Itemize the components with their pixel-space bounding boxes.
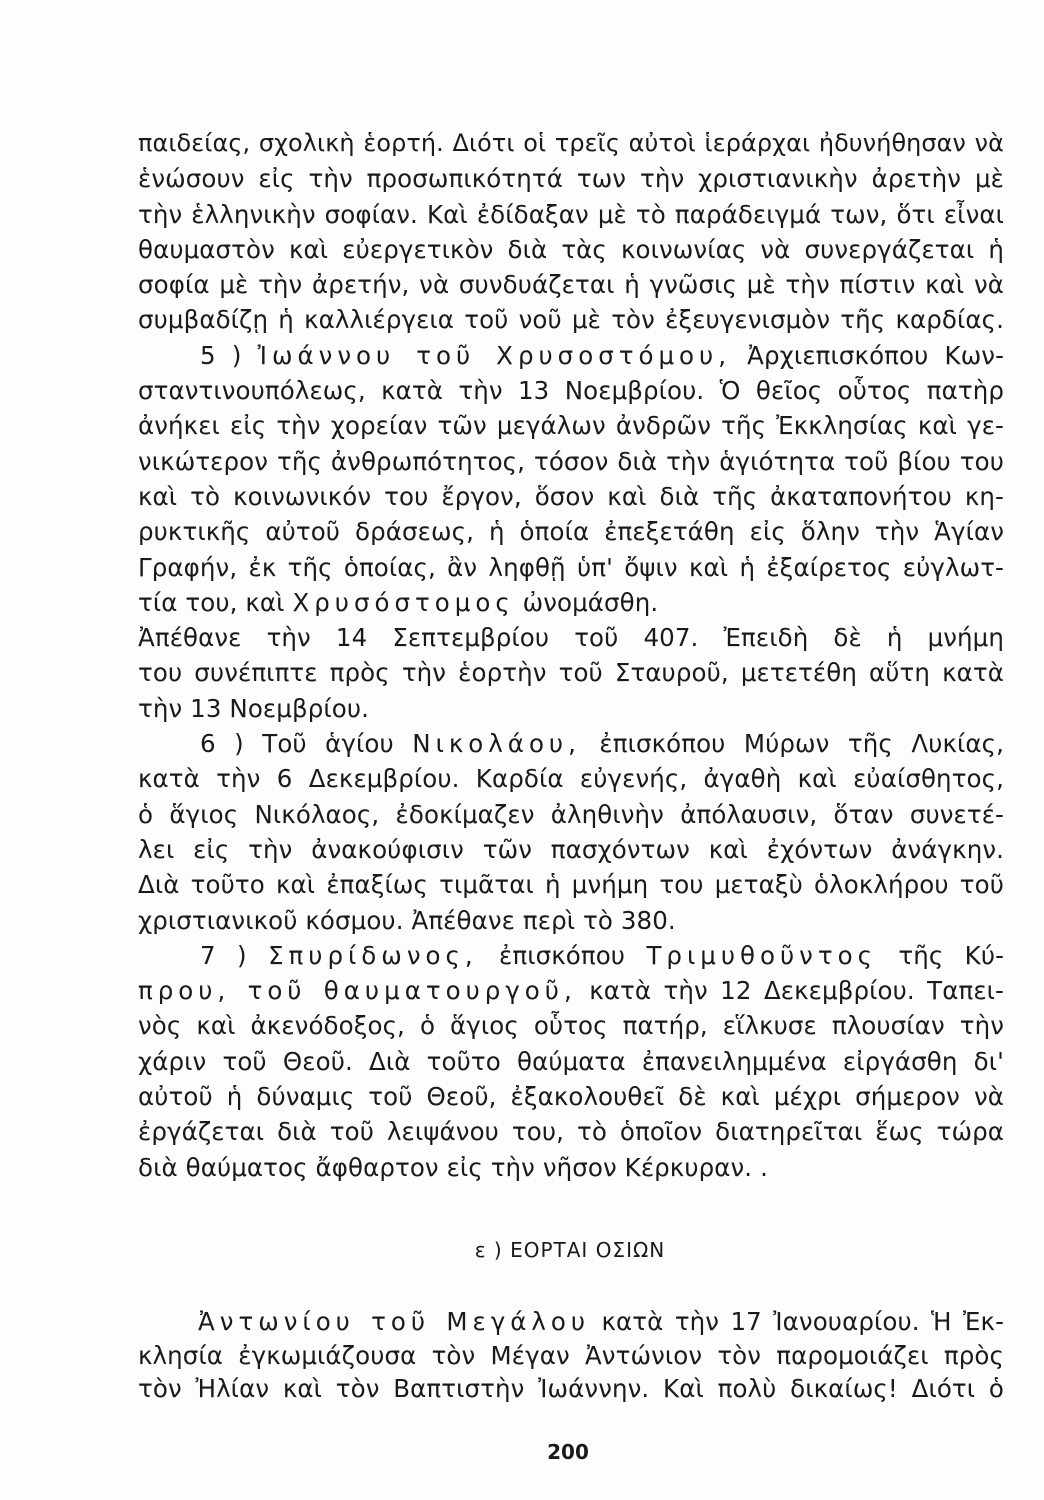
text-segment: κατὰ τὴν 12 Δεκεμβρίου. Ταπει- bbox=[589, 976, 1004, 1006]
item-number: 6 ) bbox=[200, 729, 244, 759]
text-line: ἐργάζεται διὰ τοῦ λειψάνου του, τὸ ὁποῖον διατηρεῖται ἕως τώρα bbox=[138, 1117, 1004, 1147]
saint-name: Νικολάου, bbox=[412, 729, 581, 759]
text-line: λει εἰς τὴν ἀνακούφισιν τῶν πασχόντων καὶ ἐχόντων ἀνάγκην. bbox=[138, 834, 1004, 864]
text-line: Ἀπέθανε τὴν 14 Σεπτεμβρίου τοῦ 407. Ἐπειδὴ δὲ ἡ μνήμη bbox=[138, 623, 1004, 653]
text-line: του συνέπιπτε πρὸς τὴν ἑορτὴν τοῦ Σταυροῦ, μετετέθη αὕτη κατὰ bbox=[138, 658, 1004, 688]
text-line: τὴν ἑλληνικὴν σοφίαν. Καὶ ἐδίδαξαν μὲ τὸ παράδειγμά των, ὅτι εἶναι bbox=[138, 199, 1004, 229]
text-segment: ὠνομάσθη. bbox=[522, 587, 659, 617]
text-segment: Τοῦ ἁγίου bbox=[262, 729, 394, 759]
text-line: ἀνήκει εἰς τὴν χορείαν τῶν μεγάλων ἀνδρῶν τῆς Ἐκκλησίας καὶ γε- bbox=[138, 411, 1004, 441]
text-line: αὐτοῦ ἡ δύναμις τοῦ Θεοῦ, ἐξακολουθεῖ δὲ καὶ μέχρι σήμερον νὰ bbox=[138, 1082, 1004, 1112]
text-line: ἑνώσουν εἰς τὴν προσωπικότητά των τὴν χριστιανικὴν ἀρετὴν μὲ bbox=[138, 164, 1004, 194]
text-line: παιδείας, σχολικὴ ἑορτή. Διότι οἱ τρεῖς αὐτοὶ ἱεράρχαι ἠδυνήθησαν νὰ bbox=[138, 129, 1004, 157]
text-line: κλησία ἐγκωμιάζουσα τὸν Μέγαν Ἀντώνιον τὸν παρομοιάζει πρὸς bbox=[138, 1340, 1004, 1370]
place-name: Τριμυθοῦντος bbox=[646, 940, 877, 970]
text-line: καὶ τὸ κοινωνικόν του ἔργον, ὅσον καὶ διὰ τῆς ἀκαταπονήτου κη- bbox=[138, 481, 1004, 511]
text-line: σοφία μὲ τὴν ἀρετήν, νὰ συνδυάζεται ἡ γνῶσις μὲ τὴν πίστιν καὶ νὰ bbox=[138, 270, 1004, 300]
text-segment: ἐπισκόπου bbox=[499, 940, 626, 970]
text-line: τὴν 13 Νοεμβρίου. bbox=[138, 693, 369, 723]
text-segment: ἐπισκόπου Μύρων τῆς Λυκίας, bbox=[599, 729, 1005, 759]
paragraph-7-second-line bbox=[138, 973, 1004, 1008]
text-line: ρυκτικῆς αὐτοῦ δράσεως, ἡ ὁποία ἐπεξετάθη εἰς ὅλην τὴν Ἁγίαν bbox=[138, 517, 1004, 547]
saint-name: Σπυρίδωνος, bbox=[268, 940, 478, 970]
text-line: κατὰ τὴν 6 Δεκεμβρίου. Καρδία εὐγενής, ἀγαθὴ καὶ εὐαίσθητος, bbox=[138, 764, 1004, 794]
body-text-continued bbox=[138, 1305, 1004, 1406]
text-segment: Ἀρχιεπισκόπου Κων- bbox=[747, 340, 1005, 370]
page-number: 200 bbox=[547, 1440, 589, 1464]
text-line: χριστιανικοῦ κόσμου. Ἀπέθανε περὶ τὸ 380. bbox=[138, 905, 676, 935]
text-line: χάριν τοῦ Θεοῦ. Διὰ τοῦτο θαύματα ἐπανειλημμένα εἰργάσθη δι' bbox=[138, 1046, 1004, 1076]
paragraph-6-first-line bbox=[138, 726, 1004, 761]
text-line: διὰ θαύματος ἄφθαρτον εἰς τὴν νῆσον Κέρκυραν. . bbox=[138, 1152, 768, 1182]
text-line: νικώτερον τῆς ἀνθρωπότητος, τόσον διὰ τὴν ἁγιότητα τοῦ βίου του bbox=[138, 446, 1004, 476]
body-text bbox=[138, 126, 1004, 1185]
text-line: Γραφήν, ἐκ τῆς ὁποίας, ἂν ληφθῇ ὑπ' ὄψιν καὶ ἡ ἐξαίρετος εὐγλωτ- bbox=[138, 552, 1004, 582]
paragraph-5-first-line bbox=[138, 338, 1004, 373]
text-line: ὁ ἅγιος Νικόλαος, ἐδοκίμαζεν ἀληθινὴν ἀπόλαυσιν, ὅταν συνετέ- bbox=[138, 799, 1004, 829]
saint-epithet: πρου, τοῦ θαυματουργοῦ, bbox=[138, 976, 577, 1006]
saint-name: Χρυσόστομος bbox=[292, 587, 515, 617]
item-number: 7 ) bbox=[200, 940, 247, 970]
paragraph-8-first-line bbox=[138, 1305, 1004, 1339]
paragraph-7-first-line bbox=[138, 938, 1004, 973]
paragraph-5-last-line bbox=[138, 585, 1004, 620]
text-line: νὸς καὶ ἀκενόδοξος, ὁ ἅγιος οὗτος πατήρ, εἵλκυσε πλουσίαν τὴν bbox=[138, 1011, 1004, 1041]
saint-name: Ἰωάννου τοῦ Χρυσοστόμου, bbox=[257, 340, 732, 370]
text-line: σταντινουπόλεως, κατὰ τὴν 13 Νοεμβρίου. Ὁ θεῖος οὗτος πατὴρ bbox=[138, 376, 1004, 406]
text-line: συμβαδίζῃ ἡ καλλιέργεια τοῦ νοῦ μὲ τὸν ἐξευγενισμὸν τῆς καρδίας. bbox=[138, 305, 1004, 335]
text-segment: τῆς Κύ- bbox=[898, 940, 1005, 970]
section-heading: ε ) ΕΟΡΤΑΙ ΟΣΙΩΝ bbox=[474, 1238, 666, 1262]
text-segment: κατὰ τὴν 17 Ἰανουαρίου. Ἡ Ἐκ- bbox=[601, 1307, 1005, 1336]
text-line: θαυμαστὸν καὶ εὐεργετικὸν διὰ τὰς κοινωνίας νὰ συνεργάζεται ἡ bbox=[138, 234, 1004, 264]
text-line: τὸν Ἠλίαν καὶ τὸν Βαπτιστὴν Ἰωάννην. Καὶ πολὺ δικαίως! Διότι ὁ bbox=[138, 1374, 1004, 1403]
item-number: 5 ) bbox=[200, 340, 242, 370]
saint-name: Ἀντωνίου τοῦ Μεγάλου bbox=[198, 1307, 591, 1336]
text-line: Διὰ τοῦτο καὶ ἐπαξίως τιμᾶται ἡ μνήμη του μεταξὺ ὁλοκλήρου τοῦ bbox=[138, 870, 1004, 900]
text-segment: τία του, καὶ bbox=[138, 587, 285, 617]
